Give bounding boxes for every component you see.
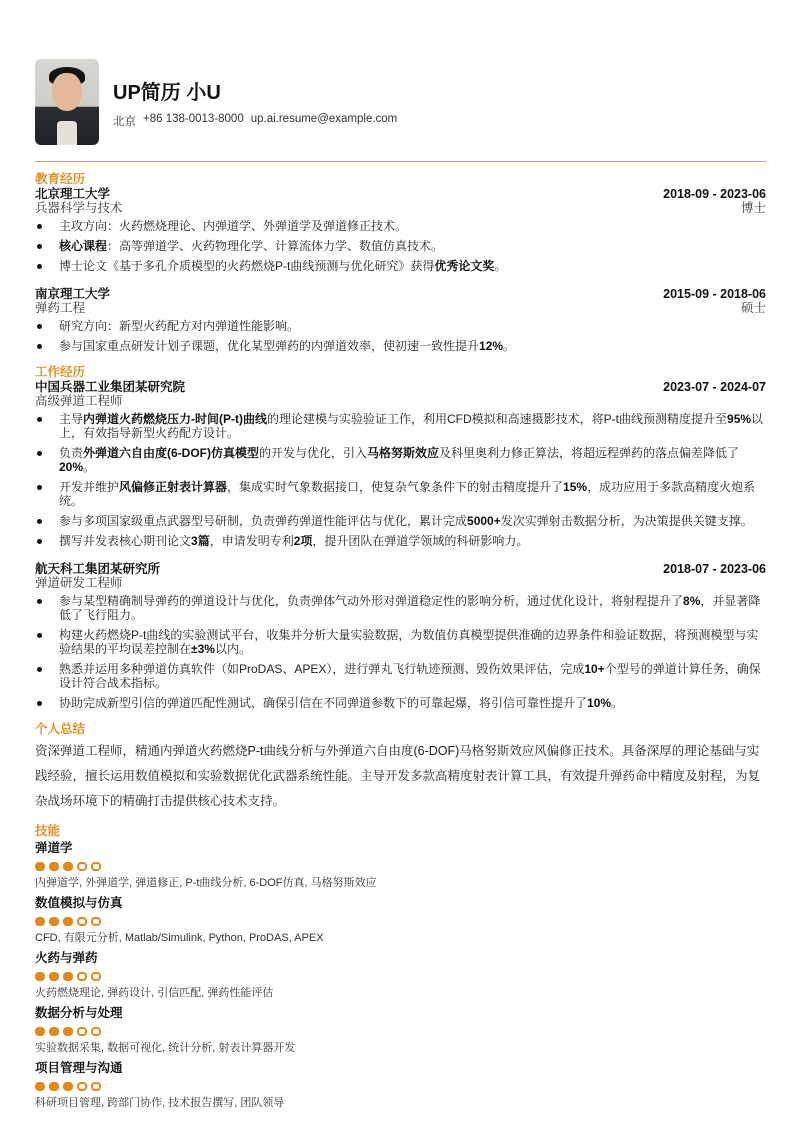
rating-dot-filled-icon: [35, 862, 45, 871]
entry-dates: 2018-09 - 2023-06: [663, 187, 766, 201]
skills-section: [35, 824, 766, 1110]
education-entry: [35, 287, 766, 353]
avatar-face: [52, 73, 82, 111]
bullet-text: 研究方向：新型火药配方对内弹道性能影响。: [59, 319, 300, 333]
school-name: 北京理工大学: [35, 187, 111, 201]
bullet-item: [35, 219, 766, 233]
degree: 硕士: [740, 301, 766, 315]
bullet-list: [35, 219, 766, 273]
skill-level-rating: [35, 862, 766, 871]
contact-email[interactable]: up.ai.resume@example.com: [250, 113, 398, 125]
entry-head: [35, 562, 766, 576]
bullet-text: ，成功应用于多款高精度火炮系统。: [59, 480, 756, 508]
bullet-bold: 核心课程: [59, 239, 108, 253]
bullet-bold: 10%: [587, 696, 612, 710]
entry-dates: 2018-07 - 2023-06: [663, 562, 766, 576]
avatar-shirt: [57, 121, 77, 145]
entry-dates: 2023-07 - 2024-07: [663, 380, 766, 394]
bullet-item: [35, 534, 766, 548]
skills-list: [35, 841, 766, 1110]
bullet-bold: ±3%: [191, 642, 215, 656]
bullet-item: [35, 696, 766, 710]
skill-keywords: 科研项目管理, 跨部门协作, 技术报告撰写, 团队领导: [35, 1097, 285, 1109]
rating-dot-empty-icon: [91, 1082, 101, 1091]
rating-dot-empty-icon: [91, 917, 101, 926]
bullet-text: 发次实弹射击数据分析，为决策提供关键支撑。: [500, 514, 753, 528]
entry-head: [35, 287, 766, 301]
company-name: 中国兵器工业集团某研究院: [35, 380, 186, 394]
bullet-text: 构建火药燃烧P-t曲线的实验测试平台，收集并分析大量实验数据，为数值仿真模型提供准确的边界条件和验证数据，将预测模型与实验结果的平均误差控制在: [59, 628, 759, 656]
bullet-bold: 内弹道火药燃烧压力-时间(P-t)曲线: [83, 412, 268, 426]
bullet-text: 。: [494, 259, 507, 273]
bullet-item: [35, 628, 766, 656]
bullet-text: 负责: [59, 446, 84, 460]
skill-item: [35, 841, 766, 890]
rating-dot-filled-icon: [63, 917, 73, 926]
major: 兵器科学与技术: [35, 201, 123, 215]
skill-name: 数据分析与处理: [35, 1006, 123, 1020]
skill-item: [35, 1006, 766, 1055]
bullet-item: [35, 514, 766, 528]
rating-dot-filled-icon: [35, 1082, 45, 1091]
bullet-text: ：高等弹道学、火药物理化学、计算流体力学、数值仿真技术。: [107, 239, 444, 253]
bullet-bold: 外弹道六自由度(6-DOF)仿真模型: [83, 446, 260, 460]
work-entry: [35, 562, 766, 710]
bullet-bold: 95%: [727, 412, 752, 426]
entry-dates: 2015-09 - 2018-06: [663, 287, 766, 301]
entry-head: [35, 187, 766, 201]
degree: 博士: [740, 201, 766, 215]
section-title-work: 工作经历: [35, 365, 86, 379]
skill-level-rating: [35, 1082, 766, 1091]
bullet-text: 参与多项国家级重点武器型号研制，负责弹药弹道性能评估与优化，累计完成: [59, 514, 468, 528]
skill-keywords: 实验数据采集, 数据可视化, 统计分析, 射表计算器开发: [35, 1042, 296, 1054]
bullet-list: [35, 412, 766, 548]
candidate-name: UP简历 小U: [113, 82, 221, 104]
section-title-summary: 个人总结: [35, 722, 86, 736]
bullet-list: [35, 319, 766, 353]
header-divider: [35, 161, 766, 162]
bullet-item: [35, 446, 766, 474]
bullet-bold: 8%: [683, 594, 701, 608]
skill-level-rating: [35, 1027, 766, 1036]
bullet-text: 开发并维护: [59, 480, 120, 494]
rating-dot-empty-icon: [77, 917, 87, 926]
bullet-text: 以上，有效指导新型火药配方设计。: [59, 412, 764, 440]
bullet-item: [35, 662, 766, 690]
bullet-item: [35, 412, 766, 440]
rating-dot-empty-icon: [77, 972, 87, 981]
rating-dot-filled-icon: [63, 862, 73, 871]
resume-content: [35, 172, 766, 1116]
rating-dot-filled-icon: [49, 1027, 59, 1036]
bullet-text: 。: [503, 339, 516, 353]
avatar: [35, 59, 99, 145]
bullet-text: 撰写并发表核心期刊论文: [59, 534, 192, 548]
section-title-skills: 技能: [35, 824, 61, 838]
rating-dot-filled-icon: [35, 1027, 45, 1036]
skill-item: [35, 1061, 766, 1110]
bullet-text: 协助完成新型引信的弹道匹配性测试，确保引信在不同弹道参数下的可靠起爆，将引信可靠性提升了: [59, 696, 588, 710]
skill-item: [35, 951, 766, 1000]
skill-level-rating: [35, 917, 766, 926]
bullet-text: 的开发与优化，引入: [259, 446, 368, 460]
header-info: [113, 59, 397, 129]
rating-dot-empty-icon: [91, 972, 101, 981]
entry-sub: [35, 301, 766, 316]
skill-keywords: CFD, 有限元分析, Matlab/Simulink, Python, ProDAS, APEX: [35, 932, 324, 944]
rating-dot-filled-icon: [63, 1082, 73, 1091]
section-title-education: 教育经历: [35, 172, 86, 186]
bullet-text: 熟悉并运用多种弹道仿真软件（如ProDAS、APEX），进行弹丸飞行轨迹预测、毁伤效果评估，完成: [59, 662, 585, 676]
bullet-text: ，并显著降低了飞行阻力。: [59, 594, 761, 622]
bullet-text: 以内。: [214, 642, 251, 656]
bullet-item: [35, 339, 766, 353]
bullet-bold: 3篇: [191, 534, 210, 548]
bullet-bold: 10+: [584, 662, 605, 676]
rating-dot-empty-icon: [91, 862, 101, 871]
bullet-text: 主导: [59, 412, 84, 426]
bullet-text: 。: [611, 696, 624, 710]
bullet-item: [35, 259, 766, 273]
rating-dot-filled-icon: [49, 917, 59, 926]
rating-dot-empty-icon: [77, 862, 87, 871]
bullet-bold: 马格努斯效应: [367, 446, 440, 460]
job-title: 高级弹道工程师: [35, 394, 123, 408]
skill-name: 项目管理与沟通: [35, 1061, 123, 1075]
skill-name: 弹道学: [35, 841, 73, 855]
bullet-item: [35, 480, 766, 508]
rating-dot-empty-icon: [77, 1082, 87, 1091]
bullet-bold: 5000+: [467, 514, 501, 528]
work-section: [35, 365, 766, 710]
bullet-text: 博士论文《基于多孔介质模型的火药燃烧P-t曲线预测与优化研究》获得: [59, 259, 435, 273]
entry-sub: [35, 201, 766, 216]
bullet-text: ，集成实时气象数据接口，使复杂气象条件下的射击精度提升了: [227, 480, 564, 494]
skill-name: 火药与弹药: [35, 951, 98, 965]
bullet-bold: 12%: [479, 339, 504, 353]
entry-sub: [35, 394, 766, 409]
rating-dot-filled-icon: [49, 1082, 59, 1091]
bullet-item: [35, 594, 766, 622]
company-name: 航天科工集团某研究所: [35, 562, 161, 576]
bullet-text: 。: [83, 460, 96, 474]
bullet-text: 参与国家重点研发计划子课题，优化某型弹药的内弹道效率，使初速一致性提升: [59, 339, 480, 353]
bullet-text: ，提升团队在弹道学领域的科研影响力。: [312, 534, 529, 548]
rating-dot-filled-icon: [35, 972, 45, 981]
bullet-text: ，申请发明专利: [209, 534, 294, 548]
rating-dot-empty-icon: [91, 1027, 101, 1036]
bullet-bold: 2项: [293, 534, 313, 548]
rating-dot-filled-icon: [49, 972, 59, 981]
bullet-item: [35, 319, 766, 333]
school-name: 南京理工大学: [35, 287, 111, 301]
rating-dot-empty-icon: [77, 1027, 87, 1036]
entry-sub: [35, 576, 766, 591]
job-title: 弹道研发工程师: [35, 576, 123, 590]
bullet-text: 及科里奥利力修正算法，将超远程弹药的落点偏差降低了: [439, 446, 740, 460]
bullet-bold: 20%: [59, 460, 84, 474]
resume-header: [35, 59, 397, 145]
bullet-bold: 优秀论文奖: [434, 259, 495, 273]
contact-city: 北京: [113, 116, 136, 128]
bullet-bold: 风偏修正射表计算器: [119, 480, 228, 494]
major: 弹药工程: [35, 301, 86, 315]
bullet-text: 个型号的弹道计算任务，确保设计符合战术指标。: [59, 662, 761, 690]
bullet-text: 主攻方向：火药燃烧理论、内弹道学、外弹道学及弹道修正技术。: [59, 219, 408, 233]
bullet-bold: 15%: [563, 480, 588, 494]
education-entry: [35, 187, 766, 273]
bullet-list: [35, 594, 766, 710]
rating-dot-filled-icon: [49, 862, 59, 871]
skill-keywords: 内弹道学, 外弹道学, 弹道修正, P-t曲线分析, 6-DOF仿真, 马格努斯效应: [35, 877, 377, 889]
contact-line: [113, 113, 397, 129]
bullet-item: [35, 239, 766, 253]
bullet-text: 的理论建模与实验验证工作，利用CFD模拟和高速摄影技术，将P-t曲线预测精度提升至: [267, 412, 728, 426]
rating-dot-filled-icon: [35, 917, 45, 926]
skill-item: [35, 896, 766, 945]
entry-head: [35, 380, 766, 394]
education-section: [35, 172, 766, 353]
work-entry: [35, 380, 766, 548]
summary-text: 资深弹道工程师，精通内弹道火药燃烧P-t曲线分析与外弹道六自由度(6-DOF)马格努斯效应风偏修正技术。具备深厚的理论基础与实践经验，擅长运用数值模拟和实验数据优化武器系统性能。主导开发多款高精度射表计算工具，有效提升弹药命中精度及射程，为复杂战场环境下的精确打击提供核心技术支持。: [35, 744, 761, 808]
skill-level-rating: [35, 972, 766, 981]
bullet-text: 参与某型精确制导弹药的弹道设计与优化，负责弹体气动外形对弹道稳定性的影响分析，通过优化设计，将射程提升了: [59, 594, 684, 608]
skill-name: 数值模拟与仿真: [35, 896, 123, 910]
rating-dot-filled-icon: [63, 1027, 73, 1036]
skill-keywords: 火药燃烧理论, 弹药设计, 引信匹配, 弹药性能评估: [35, 987, 274, 999]
summary-section: [35, 722, 766, 814]
rating-dot-filled-icon: [63, 972, 73, 981]
contact-phone: +86 138-0013-8000: [143, 113, 244, 125]
